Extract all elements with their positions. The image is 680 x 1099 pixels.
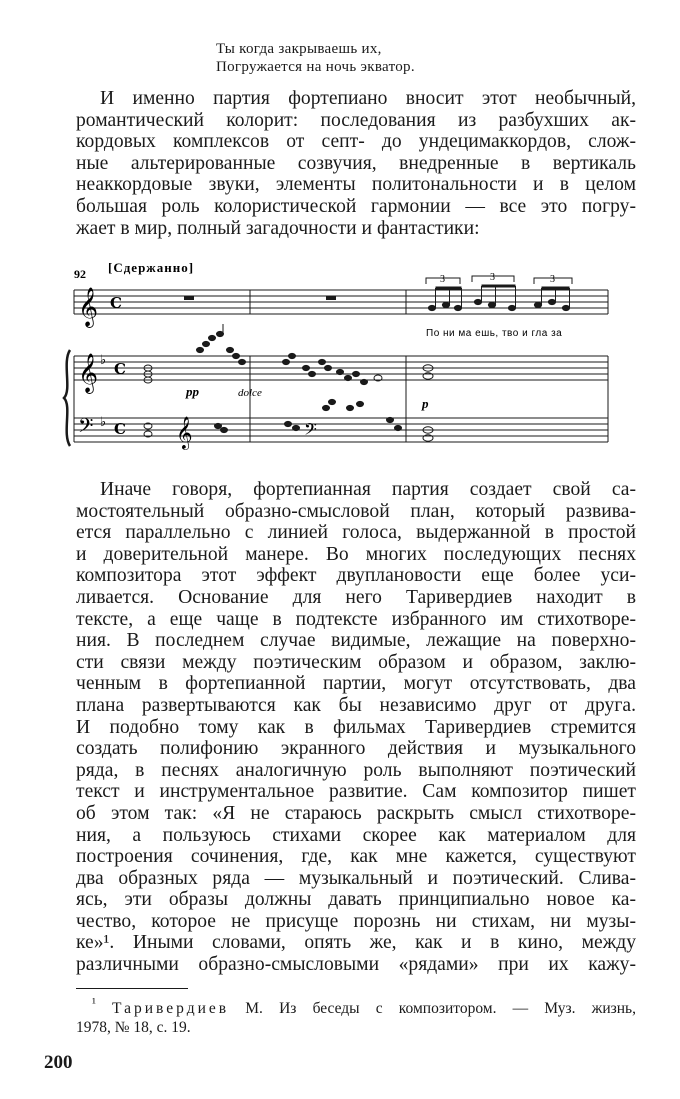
text-line: кордовых комплексов от септ- до ундецимаккордов, слож- [76,131,636,153]
text-line: ния, а пользуюсь стихами скорее как материалом для [76,824,636,846]
dynamic-marking: p [422,396,429,411]
text-line: И подобно тому как в фильмах Таривердиев стремится [76,716,636,738]
text-line: сти связи между поэтическим образом и образом, заклю- [76,651,636,673]
text-line: ке»¹. Иными словами, опять же, как и в кино, между [76,932,636,954]
text-line: текст и инструментальное развитие. Сам композитор пишет [76,781,636,803]
text-line: построения сочинения, где, как мне кажется, существуют [76,846,636,868]
time-signature-icon: C [114,360,126,378]
piano-bass-staff [74,418,608,442]
footnote-source: М. Из беседы с композитором. — Муз. жизнь, [245,1000,636,1018]
text-line: об этом так: «Я не стараюсь раскрыть смысл стихотворе- [76,802,636,824]
piano-treble-staff [74,356,608,442]
text-line: создать полифонию экранного действия и музыкального [76,738,636,760]
flat-icon: ♭ [100,415,107,430]
text-line: большая роль колористической гармонии — все это погру- [76,195,636,217]
text-line: мостоятельный образно-смысловой план, который развива- [76,500,636,522]
footnote [76,993,636,1037]
bass-clef-icon: 𝄢 [304,419,317,443]
epigraph-line-2: Погружается на ночь экватор. [216,59,415,75]
time-signature-icon: C [114,420,126,438]
text-line: И именно партия фортепиано вносит этот необычный, [100,88,636,109]
footnote-marker: ¹ [92,995,96,1010]
footnote-line-1 [76,993,636,1018]
text-line: неаккордовые звуки, элементы политональности и в целом [76,174,636,196]
text-line: композитора этот эффект двуплановости еще более уси- [76,565,636,587]
text-line: различными образно-смысловыми «рядами» при их кажу- [76,954,636,976]
text-line: ясь, эти образы должны давать принципиально новое ка- [76,889,636,911]
text-line: ченным в фортепианной партии, могут отсутствовать, два [76,673,636,695]
paragraph-2 [76,479,636,976]
dynamic-marking: pp [186,384,199,399]
epigraph-line-1: Ты когда закрываешь их, [216,41,382,57]
triplet-mark: 3 [440,274,445,285]
flat-icon: ♭ [100,353,107,368]
music-example [60,258,620,468]
treble-clef-icon: 𝄞 [78,353,99,393]
text-line: ется параллельно с линией голоса, выдержанной в простой [76,522,636,544]
text-line: ливается. Основание для него Таривердиев находит в [76,586,636,608]
text-line: тексте, а еще чаще в подтексте избранного им стихотворе- [76,608,636,630]
footnote-author: Таривердиев [112,1000,230,1018]
epigraph [216,40,415,76]
dynamic-marking: dolce [238,387,262,399]
text-line: два образных ряда — музыкальный и поэтический. Слива- [76,867,636,889]
text-line: и доверительной манере. Во многих последующих песнях [76,543,636,565]
triplet-mark: 3 [490,272,495,283]
tempo-marking: [Сдержанно] [108,260,195,275]
text-line: ные альтерированные созвучия, внедренные в вертикаль [76,152,636,174]
triplet-mark: 3 [550,274,555,285]
text-line: чество, которое не присуще порознь ни стихам, ни музы- [76,910,636,932]
time-signature-icon: C [110,294,122,312]
text-line: ния. В последнем случае видимые, лежащие на поверхно- [76,630,636,652]
bass-clef-icon: 𝄢 [78,414,94,442]
text-line: Иначе говоря, фортепианная партия создает свой са- [100,479,636,500]
treble-clef-icon: 𝄞 [78,287,99,327]
voice-staff [74,290,608,314]
whole-rest-icon [184,296,194,300]
page-number: 200 [44,1052,73,1073]
text-line: романтический колорит: последования из разбухших ак- [76,109,636,131]
treble-clef-icon: 𝄞 [176,416,193,449]
whole-rest-icon [326,296,336,300]
paragraph-1 [76,88,636,239]
text-line: ряда, в песнях аналогичную роль выполняют поэтический [76,759,636,781]
footnote-divider [76,988,188,989]
text-line: жает в мир, полный загадочности и фантастики: [76,217,480,239]
footnote-line-2: 1978, № 18, с. 19. [76,1019,191,1037]
lyrics: По ни ма ешь, тво и гла за [426,328,563,339]
measure-number: 92 [74,267,86,281]
text-line: плана развертываются как бы независимо друг от друга. [76,694,636,716]
brace-icon [64,350,70,446]
